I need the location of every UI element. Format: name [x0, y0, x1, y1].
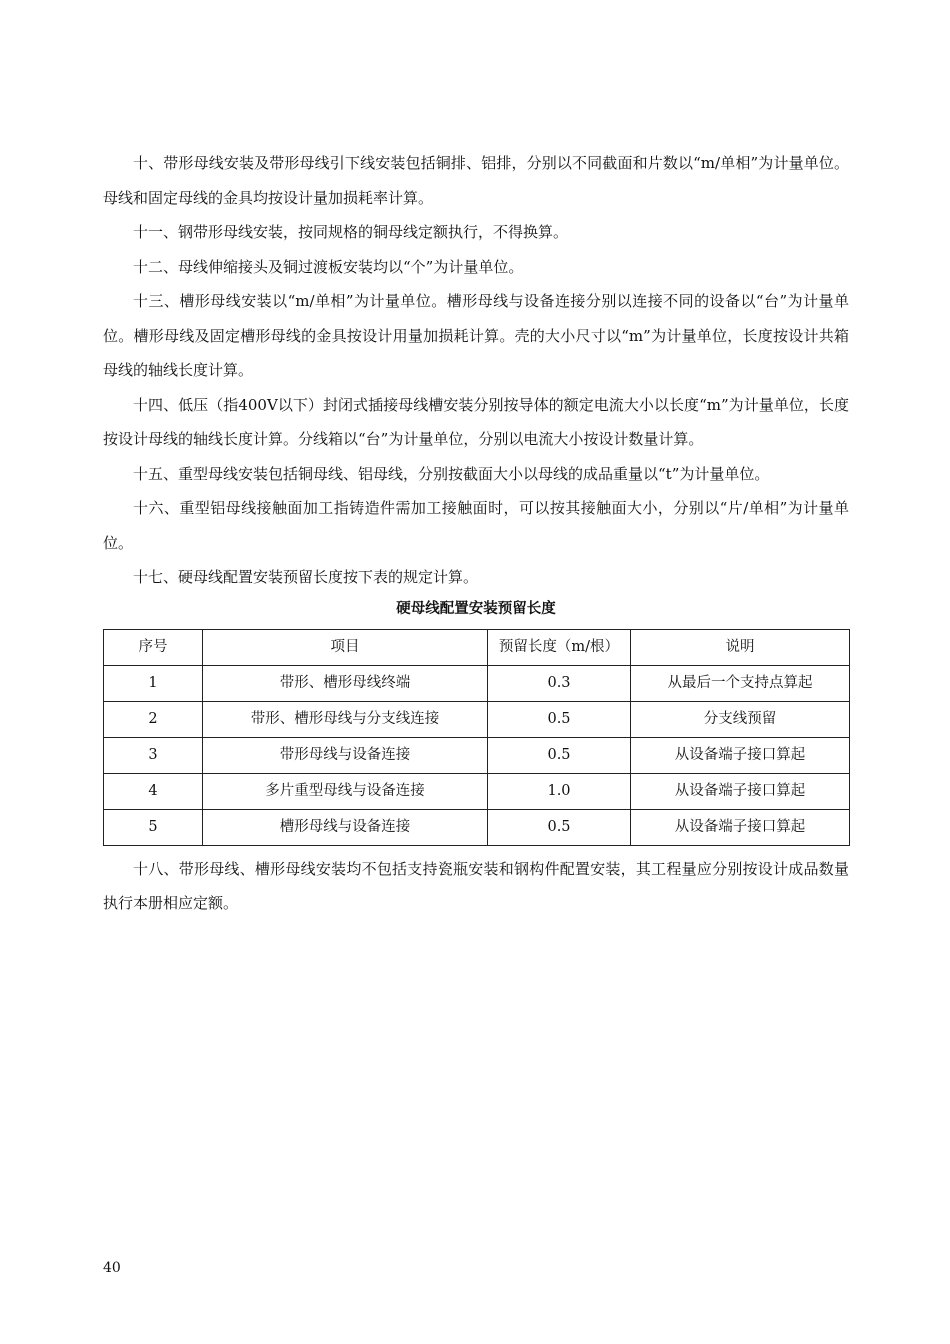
table-row: [104, 701, 850, 737]
cell-index: 2: [104, 701, 203, 737]
header-note: 说明: [631, 629, 850, 665]
table-title: 硬母线配置安装预留长度: [396, 600, 556, 617]
table-row: [104, 665, 850, 701]
header-item: 项目: [203, 629, 488, 665]
cell-reserved-length: 0.5: [488, 737, 631, 773]
cell-index: 1: [104, 665, 203, 701]
table-row: [104, 737, 850, 773]
table-row: [104, 773, 850, 809]
cell-reserved-length: 0.3: [488, 665, 631, 701]
cell-index: 3: [104, 737, 203, 773]
header-index: 序号: [104, 629, 203, 665]
paragraph-18: 十八、带形母线、槽形母线安装均不包括支持瓷瓶安装和钢构件配置安装，其工程量应分别按设计成品数量执行本册相应定额。: [103, 859, 849, 912]
paragraph-14: 十四、低压（指400V以下）封闭式插接母线槽安装分别按导体的额定电流大小以长度“m”为计量单位，长度按设计母线的轴线长度计算。分线箱以“台”为计量单位，分别以电流大小按设计数量计算。: [103, 395, 849, 448]
reserved-length-table: [103, 629, 850, 846]
paragraph-17: 十七、硬母线配置安装预留长度按下表的规定计算。: [133, 568, 479, 586]
paragraph-11: 十一、钢带形母线安装，按同规格的铜母线定额执行，不得换算。: [133, 223, 569, 241]
paragraph-10: 十、带形母线安装及带形母线引下线安装包括铜排、铝排，分别以不同截面和片数以“m/单相”为计量单位。母线和固定母线的金具均按设计量加损耗率计算。: [103, 154, 849, 207]
cell-index: 5: [104, 809, 203, 845]
cell-item: 槽形母线与设备连接: [203, 809, 488, 845]
cell-item: 带形母线与设备连接: [203, 737, 488, 773]
cell-note: 从设备端子接口算起: [631, 773, 850, 809]
paragraph-15: 十五、重型母线安装包括铜母线、铝母线，分别按截面大小以母线的成品重量以“t”为计量单位。: [133, 464, 770, 483]
cell-item: 带形、槽形母线与分支线连接: [203, 701, 488, 737]
cell-note: 从最后一个支持点算起: [631, 665, 850, 701]
table-row: [104, 809, 850, 845]
paragraph-16: 十六、重型铝母线接触面加工指铸造件需加工接触面时，可以按其接触面大小，分别以“片/单相”为计量单位。: [103, 499, 849, 552]
header-reserved-length: 预留长度（m/根）: [488, 629, 631, 665]
paragraph-13: 十三、槽形母线安装以“m/单相”为计量单位。槽形母线与设备连接分别以连接不同的设备以“台”为计量单位。槽形母线及固定槽形母线的金具按设计用量加损耗计算。壳的大小尺寸以“m”为计量单位，长度按设计共箱母线的轴线长度计算。: [103, 292, 849, 379]
table-header-row: [104, 629, 850, 665]
cell-item: 带形、槽形母线终端: [203, 665, 488, 701]
cell-item: 多片重型母线与设备连接: [203, 773, 488, 809]
cell-reserved-length: 0.5: [488, 701, 631, 737]
cell-note: 从设备端子接口算起: [631, 809, 850, 845]
cell-note: 分支线预留: [631, 701, 850, 737]
page-number: 40: [103, 1260, 121, 1276]
paragraph-12: 十二、母线伸缩接头及铜过渡板安装均以“个”为计量单位。: [133, 257, 524, 276]
page-body: [103, 146, 849, 921]
cell-note: 从设备端子接口算起: [631, 737, 850, 773]
cell-index: 4: [104, 773, 203, 809]
cell-reserved-length: 0.5: [488, 809, 631, 845]
cell-reserved-length: 1.0: [488, 773, 631, 809]
